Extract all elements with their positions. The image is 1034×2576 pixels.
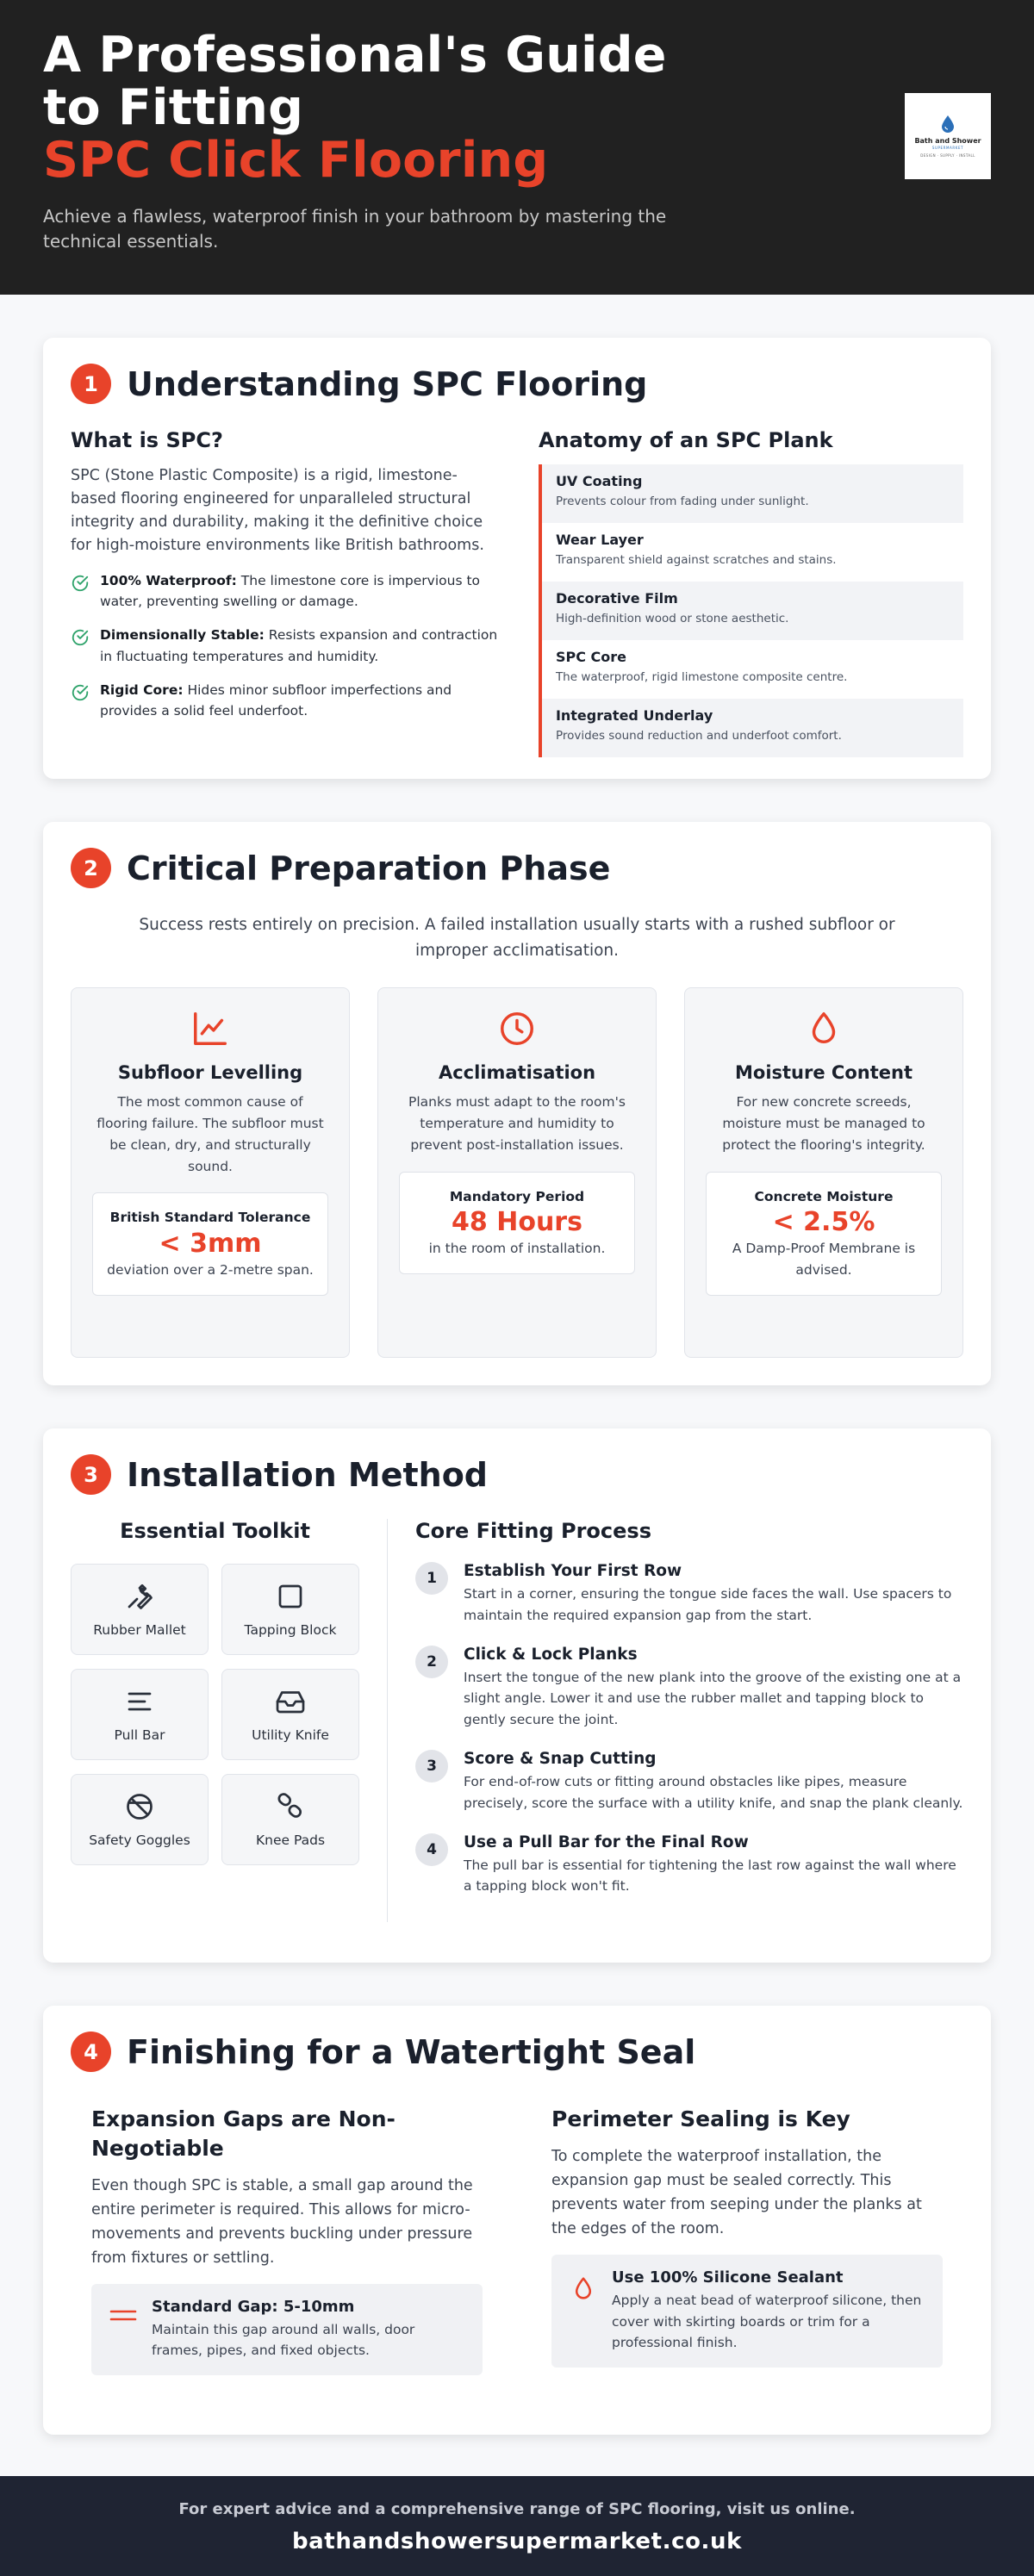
process-step xyxy=(415,1750,963,1814)
stat-note: A Damp-Proof Membrane is advised. xyxy=(732,1241,916,1279)
title-line-1: A Professional's Guide xyxy=(43,27,667,84)
stat-label: Mandatory Period xyxy=(449,1188,585,1204)
expansion-heading: Expansion Gaps are Non-Negotiable xyxy=(91,2106,396,2161)
expansion-gap-column xyxy=(91,2105,483,2375)
gap-callout xyxy=(91,2284,483,2376)
check-circle-icon xyxy=(71,683,90,702)
layer-name: Wear Layer xyxy=(555,532,644,548)
feature-label: Dimensionally Stable: xyxy=(100,627,265,644)
plank-layer-list xyxy=(539,464,963,757)
footer-text: For expert advice and a comprehensive range of SPC flooring, visit us online. xyxy=(178,2500,856,2518)
layer-desc: Provides sound reduction and underfoot comfort. xyxy=(555,729,842,743)
knee-pads-icon xyxy=(275,1791,306,1822)
logo-sub: SUPERMARKET xyxy=(931,146,964,150)
inbox-icon xyxy=(275,1686,306,1717)
layer-name: SPC Core xyxy=(555,649,626,665)
feature-text: Hides minor subfloor imperfections and provides a solid feel underfoot. xyxy=(100,681,452,719)
prep-title: Acclimatisation xyxy=(438,1062,596,1084)
plank-layer xyxy=(542,464,963,523)
stat-box xyxy=(399,1172,635,1275)
stat-note: in the room of installation. xyxy=(428,1241,606,1257)
step-number: 2 xyxy=(415,1646,448,1678)
tool-card xyxy=(221,1564,359,1655)
column-divider xyxy=(387,1519,388,1922)
process-step xyxy=(415,1646,963,1731)
section-understanding-spc xyxy=(43,338,991,779)
prep-card-moisture xyxy=(684,987,963,1358)
layer-name: Decorative Film xyxy=(555,590,678,607)
process-step xyxy=(415,1562,963,1627)
stat-label: Concrete Moisture xyxy=(754,1188,894,1204)
layer-desc: Transparent shield against scratches and stains. xyxy=(555,553,837,567)
stat-value: 48 Hours xyxy=(452,1207,582,1238)
sealing-text: To complete the waterproof installation, the expansion gap must be sealed correctly. This prevents water from seeping under the planks at the edges of the room. xyxy=(551,2147,922,2237)
plank-layer xyxy=(542,699,963,757)
feature-label: Rigid Core: xyxy=(100,681,184,698)
step-desc: Insert the tongue of the new plank into the groove of the existing one at a slight angle. Lower it and use the rubber mallet and tapping block to gently secure the joint. xyxy=(464,1669,962,1728)
callout-desc: Apply a neat bead of waterproof silicone, then cover with skirting boards or trim for a professional finish. xyxy=(612,2292,922,2351)
section-title: Installation Method xyxy=(127,1455,489,1494)
section-title: Finishing for a Watertight Seal xyxy=(127,2032,696,2071)
check-circle-icon xyxy=(71,628,90,647)
stat-box xyxy=(92,1192,328,1296)
plank-layer xyxy=(542,582,963,640)
section-number-badge: 4 xyxy=(71,2032,111,2072)
fitting-process xyxy=(415,1519,963,1922)
feature-label: 100% Waterproof: xyxy=(100,572,237,588)
equals-icon xyxy=(109,2303,138,2329)
toolkit xyxy=(71,1519,359,1922)
wrench-icon xyxy=(124,1581,155,1612)
brand-logo[interactable] xyxy=(905,93,991,179)
section-installation xyxy=(43,1428,991,1963)
prep-desc: Planks must adapt to the room's temperature and humidity to prevent post-installation issues. xyxy=(408,1094,626,1153)
feature-list xyxy=(71,570,502,723)
logo-name: Bath and Shower xyxy=(914,137,981,145)
step-title: Click & Lock Planks xyxy=(464,1645,638,1664)
chart-line-icon xyxy=(190,1009,230,1048)
page-title xyxy=(43,29,991,187)
hero-header xyxy=(0,0,1034,295)
feature-item xyxy=(71,625,502,668)
step-title: Use a Pull Bar for the Final Row xyxy=(464,1832,749,1851)
layer-desc: Prevents colour from fading under sunlight. xyxy=(555,495,809,508)
tool-name: Tapping Block xyxy=(244,1622,337,1638)
water-drop-icon xyxy=(804,1009,844,1048)
section-number-badge: 1 xyxy=(71,364,111,404)
callout-title: Standard Gap: 5-10mm xyxy=(152,2297,355,2316)
stat-note: deviation over a 2-metre span. xyxy=(107,1262,314,1279)
tool-card xyxy=(221,1774,359,1865)
step-number: 1 xyxy=(415,1562,448,1595)
toolkit-heading: Essential Toolkit xyxy=(120,1519,310,1543)
step-number: 4 xyxy=(415,1833,448,1866)
feature-item xyxy=(71,570,502,613)
layer-name: UV Coating xyxy=(555,473,643,489)
feature-text: The limestone core is impervious to water, preventing swelling or damage. xyxy=(100,572,481,610)
sealant-callout xyxy=(551,2255,943,2368)
tool-name: Safety Goggles xyxy=(89,1832,190,1848)
section-title: Understanding SPC Flooring xyxy=(127,364,648,403)
section-preparation xyxy=(43,822,991,1385)
step-desc: For end-of-row cuts or fitting around obstacles like pipes, measure precisely, score the surface with a utility knife, and snap the plank cleanly. xyxy=(464,1773,963,1811)
tool-name: Knee Pads xyxy=(255,1832,326,1848)
stat-value: < 3mm xyxy=(159,1229,262,1260)
logo-tagline: DESIGN · SUPPLY · INSTALL xyxy=(920,153,975,158)
prep-title: Subfloor Levelling xyxy=(117,1062,303,1084)
step-desc: Start in a corner, ensuring the tongue side faces the wall. Use spacers to maintain the required expansion gap from the start. xyxy=(464,1586,952,1623)
stat-box xyxy=(706,1172,942,1296)
tool-card xyxy=(71,1669,209,1760)
step-number: 3 xyxy=(415,1750,448,1783)
tool-name: Rubber Mallet xyxy=(93,1622,186,1638)
process-step xyxy=(415,1833,963,1898)
clock-icon xyxy=(497,1009,537,1048)
square-icon xyxy=(275,1581,306,1612)
goggles-icon xyxy=(124,1791,155,1822)
feature-text: Resists expansion and contraction in fluctuating temperatures and humidity. xyxy=(100,627,498,664)
perimeter-sealing-column xyxy=(551,2105,943,2375)
prep-title: Moisture Content xyxy=(735,1062,913,1084)
stat-label: British Standard Tolerance xyxy=(109,1210,311,1226)
layer-name: Integrated Underlay xyxy=(555,707,713,724)
tool-card xyxy=(71,1564,209,1655)
sealing-heading: Perimeter Sealing is Key xyxy=(551,2106,850,2131)
what-is-spc-heading: What is SPC? xyxy=(71,428,223,452)
footer xyxy=(0,2476,1034,2576)
step-title: Score & Snap Cutting xyxy=(464,1749,657,1768)
what-is-spc-text: SPC (Stone Plastic Composite) is a rigid, limestone-based flooring engineered for unparalleled structural integrity and durability, making it the definitive choice for high-moisture environments like British bathrooms. xyxy=(71,467,484,555)
prep-desc: For new concrete screeds, moisture must be managed to protect the flooring's integrity. xyxy=(722,1094,925,1153)
check-circle-icon xyxy=(71,574,90,593)
plank-layer xyxy=(542,640,963,699)
callout-desc: Maintain this gap around all walls, door frames, pipes, and fixed objects. xyxy=(152,2321,415,2359)
anatomy-heading: Anatomy of an SPC Plank xyxy=(538,428,833,452)
section-finishing xyxy=(43,2006,991,2435)
callout-title: Use 100% Silicone Sealant xyxy=(612,2268,844,2287)
prep-desc: The most common cause of flooring failure. The subfloor must be clean, dry, and structurally sound. xyxy=(97,1094,324,1174)
water-drop-icon xyxy=(569,2274,598,2303)
step-desc: The pull bar is essential for tightening the last row against the wall where a tapping block won't fit. xyxy=(464,1857,956,1895)
stat-value: < 2.5% xyxy=(772,1207,875,1238)
layer-desc: High-definition wood or stone aesthetic. xyxy=(555,612,789,625)
tool-name: Utility Knife xyxy=(252,1727,329,1743)
tool-name: Pull Bar xyxy=(114,1727,165,1743)
footer-website-link[interactable]: bathandshowersupermarket.co.uk xyxy=(291,2529,743,2554)
section-number-badge: 3 xyxy=(71,1454,111,1495)
layer-desc: The waterproof, rigid limestone composite centre. xyxy=(555,670,848,684)
title-accent: SPC Click Flooring xyxy=(43,131,549,189)
section-intro: Success rests entirely on precision. A failed installation usually starts with a rushed subfloor or improper acclimatisation. xyxy=(139,916,895,960)
tool-card xyxy=(71,1774,209,1865)
section-number-badge: 2 xyxy=(71,848,111,888)
tool-card xyxy=(221,1669,359,1760)
step-title: Establish Your First Row xyxy=(464,1562,682,1580)
title-line-2: to Fitting xyxy=(43,78,304,136)
expansion-text: Even though SPC is stable, a small gap around the entire perimeter is required. This allows for micro-movements and prevents buckling under pressure from fixtures or settling. xyxy=(91,2176,473,2267)
water-drop-logo-icon xyxy=(940,115,956,134)
section-title: Critical Preparation Phase xyxy=(127,849,611,887)
prep-card-acclimatisation xyxy=(377,987,657,1358)
hero-subtitle: Achieve a flawless, waterproof finish in your bathroom by mastering the technical essentials. xyxy=(43,205,667,252)
process-heading: Core Fitting Process xyxy=(415,1519,651,1543)
feature-item xyxy=(71,680,502,723)
lines-icon xyxy=(124,1686,155,1717)
plank-layer xyxy=(542,523,963,582)
prep-card-subfloor xyxy=(71,987,350,1358)
